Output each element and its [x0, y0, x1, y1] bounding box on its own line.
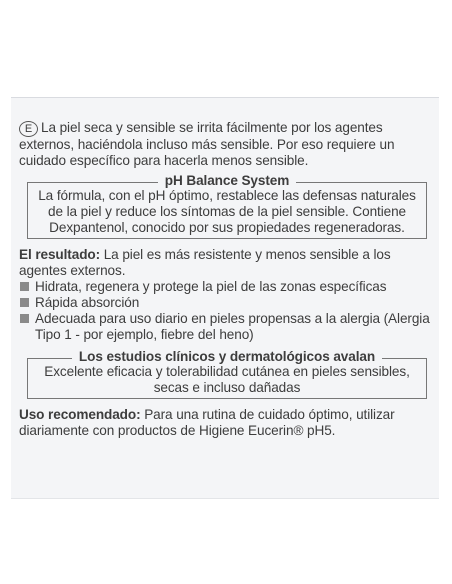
bullet-square-icon	[20, 314, 29, 323]
studies-box	[27, 349, 427, 399]
ph-balance-title: pH Balance System	[158, 173, 296, 188]
studies-title: Los estudios clínicos y dermatológicos avalan	[72, 349, 382, 364]
list-item: Adecuada para uso diario en pieles propensas a la alergia (Alergia Tipo 1 - por ejemplo, fiebre del heno)	[19, 311, 435, 343]
bullet-square-icon	[20, 282, 29, 291]
ph-balance-text: La fórmula, con el pH óptimo, restablece las defensas naturales de la piel y reduce los síntomas de la piel sensible. Contiene Dexpantenol, conocido por sus propiedades regeneradoras.	[38, 188, 416, 235]
usage-label: Uso recomendado:	[19, 407, 141, 422]
ph-balance-box	[27, 173, 427, 239]
language-badge: E	[19, 121, 38, 137]
result-section	[19, 247, 435, 343]
result-label: El resultado:	[19, 247, 101, 262]
result-text: La piel es más resistente y menos sensible a los agentes externos.	[19, 247, 391, 278]
studies-text: Excelente eficacia y tolerabilidad cutánea en pieles sensibles, secas e incluso dañadas	[44, 364, 410, 395]
intro-text: La piel seca y sensible se irrita fácilmente por los agentes externos, haciéndola incluso más sensible. Por eso requiere un cuidado específico para hacerla menos sensible.	[19, 120, 395, 168]
list-item: Hidrata, regenera y protege la piel de las zonas específicas	[19, 279, 435, 295]
intro-paragraph	[19, 120, 435, 169]
usage-section	[19, 407, 435, 439]
product-text	[19, 120, 435, 439]
benefit-list	[19, 279, 435, 343]
usage-text: Para una rutina de cuidado óptimo, utilizar diariamente con productos de Higiene Eucerin® pH5.	[19, 407, 395, 438]
list-item: Rápida absorción	[19, 295, 435, 311]
bullet-square-icon	[20, 298, 29, 307]
